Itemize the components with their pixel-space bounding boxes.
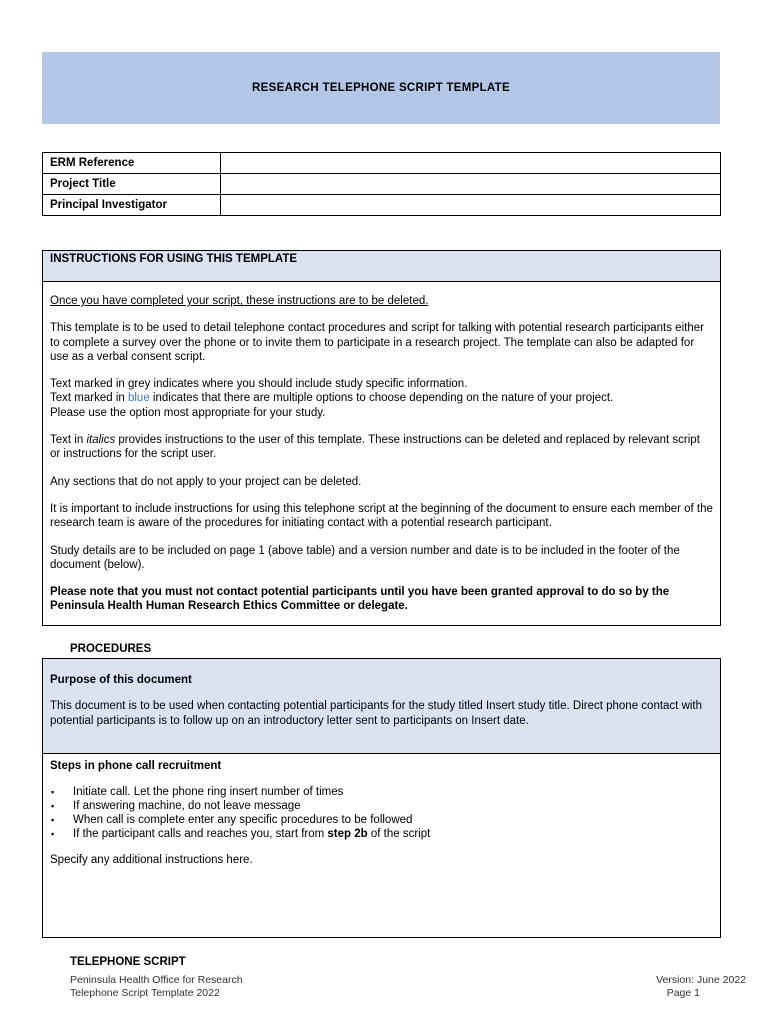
bullet-icon: ▪ bbox=[51, 815, 55, 825]
project-title-value[interactable] bbox=[221, 174, 721, 195]
purpose-text: This document is to be used when contacting potential participants for the study titled Insert study title. Direct phone contact with potential participants is to follow up on an introductory letter sent to participants on Insert date. bbox=[50, 700, 703, 727]
important-paragraph: It is important to include instructions for using this telephone script at the beginning of the document to ensure each member of the research team is aware of the procedures for initiating contact with a potential research participant. bbox=[50, 502, 713, 530]
steps-section bbox=[43, 759, 720, 867]
text-markers-paragraph bbox=[50, 377, 713, 420]
document-title: RESEARCH TELEPHONE SCRIPT TEMPLATE bbox=[252, 82, 510, 94]
steps-list bbox=[50, 785, 713, 841]
footer-document-name: Telephone Script Template 2022 bbox=[70, 987, 220, 999]
approval-note: Please note that you must not contact potential participants until you have been granted approval to do so by the Peninsula Health Human Research Ethics Committee or delegate. bbox=[50, 586, 670, 613]
erm-reference-value[interactable] bbox=[221, 153, 721, 174]
additional-instructions: Specify any additional instructions here. bbox=[50, 854, 253, 866]
footer-version: Version: June 2022 bbox=[656, 974, 746, 986]
study-details-paragraph: Study details are to be included on page 1 (above table) and a version number and date is to be included in the footer of the document (below). bbox=[50, 544, 680, 571]
procedures-box bbox=[42, 658, 721, 938]
table-row bbox=[43, 153, 721, 174]
step-text-suffix: of the script bbox=[367, 828, 431, 840]
purpose-heading: Purpose of this document bbox=[50, 674, 192, 686]
principal-investigator-label: Principal Investigator bbox=[43, 195, 221, 216]
template-purpose-paragraph: This template is to be used to detail telephone contact procedures and script for talking with potential research participants either to complete a survey over the phone or to invite them to participate in a research project. The template can also be adapted for use as a verbal consent script. bbox=[50, 322, 704, 363]
footer-section-label: TELEPHONE SCRIPT bbox=[70, 956, 186, 968]
step-text: Initiate call. Let the phone ring insert number of times bbox=[73, 786, 344, 798]
option-line: Please use the option most appropriate for your study. bbox=[50, 406, 326, 419]
blue-text-prefix: Text marked in bbox=[50, 392, 128, 405]
project-title-label: Project Title bbox=[43, 174, 221, 195]
procedures-title: PROCEDURES bbox=[70, 643, 152, 655]
blue-text-suffix: indicates that there are multiple options to choose depending on the nature of your project. bbox=[149, 392, 614, 405]
italics-word: italics bbox=[86, 434, 116, 447]
sections-paragraph: Any sections that do not apply to your project can be deleted. bbox=[50, 475, 362, 488]
table-row bbox=[43, 174, 721, 195]
instructions-box bbox=[42, 250, 721, 626]
reference-table bbox=[42, 152, 721, 216]
italics-paragraph bbox=[50, 433, 713, 462]
blue-word: blue bbox=[127, 392, 150, 405]
italics-suffix: provides instructions to the user of this template. These instructions can be deleted and replaced by relevant script or instructions for the script user. bbox=[50, 434, 700, 461]
list-item bbox=[50, 785, 713, 799]
instructions-body bbox=[43, 282, 720, 614]
list-item bbox=[50, 813, 713, 827]
list-item bbox=[50, 827, 713, 841]
step-text: When call is complete enter any specific procedures to be followed bbox=[73, 814, 413, 826]
instructions-heading: INSTRUCTIONS FOR USING THIS TEMPLATE bbox=[43, 251, 720, 282]
list-item bbox=[50, 799, 713, 813]
footer-organization: Peninsula Health Office for Research bbox=[70, 974, 243, 986]
italics-prefix: Text in bbox=[50, 434, 87, 447]
bullet-icon: ▪ bbox=[51, 829, 55, 839]
erm-reference-label: ERM Reference bbox=[43, 153, 221, 174]
footer-page-number: Page 1 bbox=[666, 987, 700, 999]
document-title-banner bbox=[42, 52, 720, 124]
step-text: If the participant calls and reaches you, start from bbox=[73, 828, 328, 840]
bullet-icon: ▪ bbox=[51, 787, 55, 797]
table-row bbox=[43, 195, 721, 216]
bullet-icon: ▪ bbox=[51, 801, 55, 811]
step-reference: step 2b bbox=[327, 828, 368, 840]
principal-investigator-value[interactable] bbox=[221, 195, 721, 216]
delete-note: Once you have completed your script, these instructions are to be deleted. bbox=[50, 295, 429, 307]
purpose-section bbox=[43, 659, 720, 754]
step-text: If answering machine, do not leave message bbox=[73, 800, 301, 812]
grey-text-line: Text marked in grey indicates where you should include study specific information. bbox=[50, 378, 468, 391]
steps-heading: Steps in phone call recruitment bbox=[50, 760, 222, 772]
